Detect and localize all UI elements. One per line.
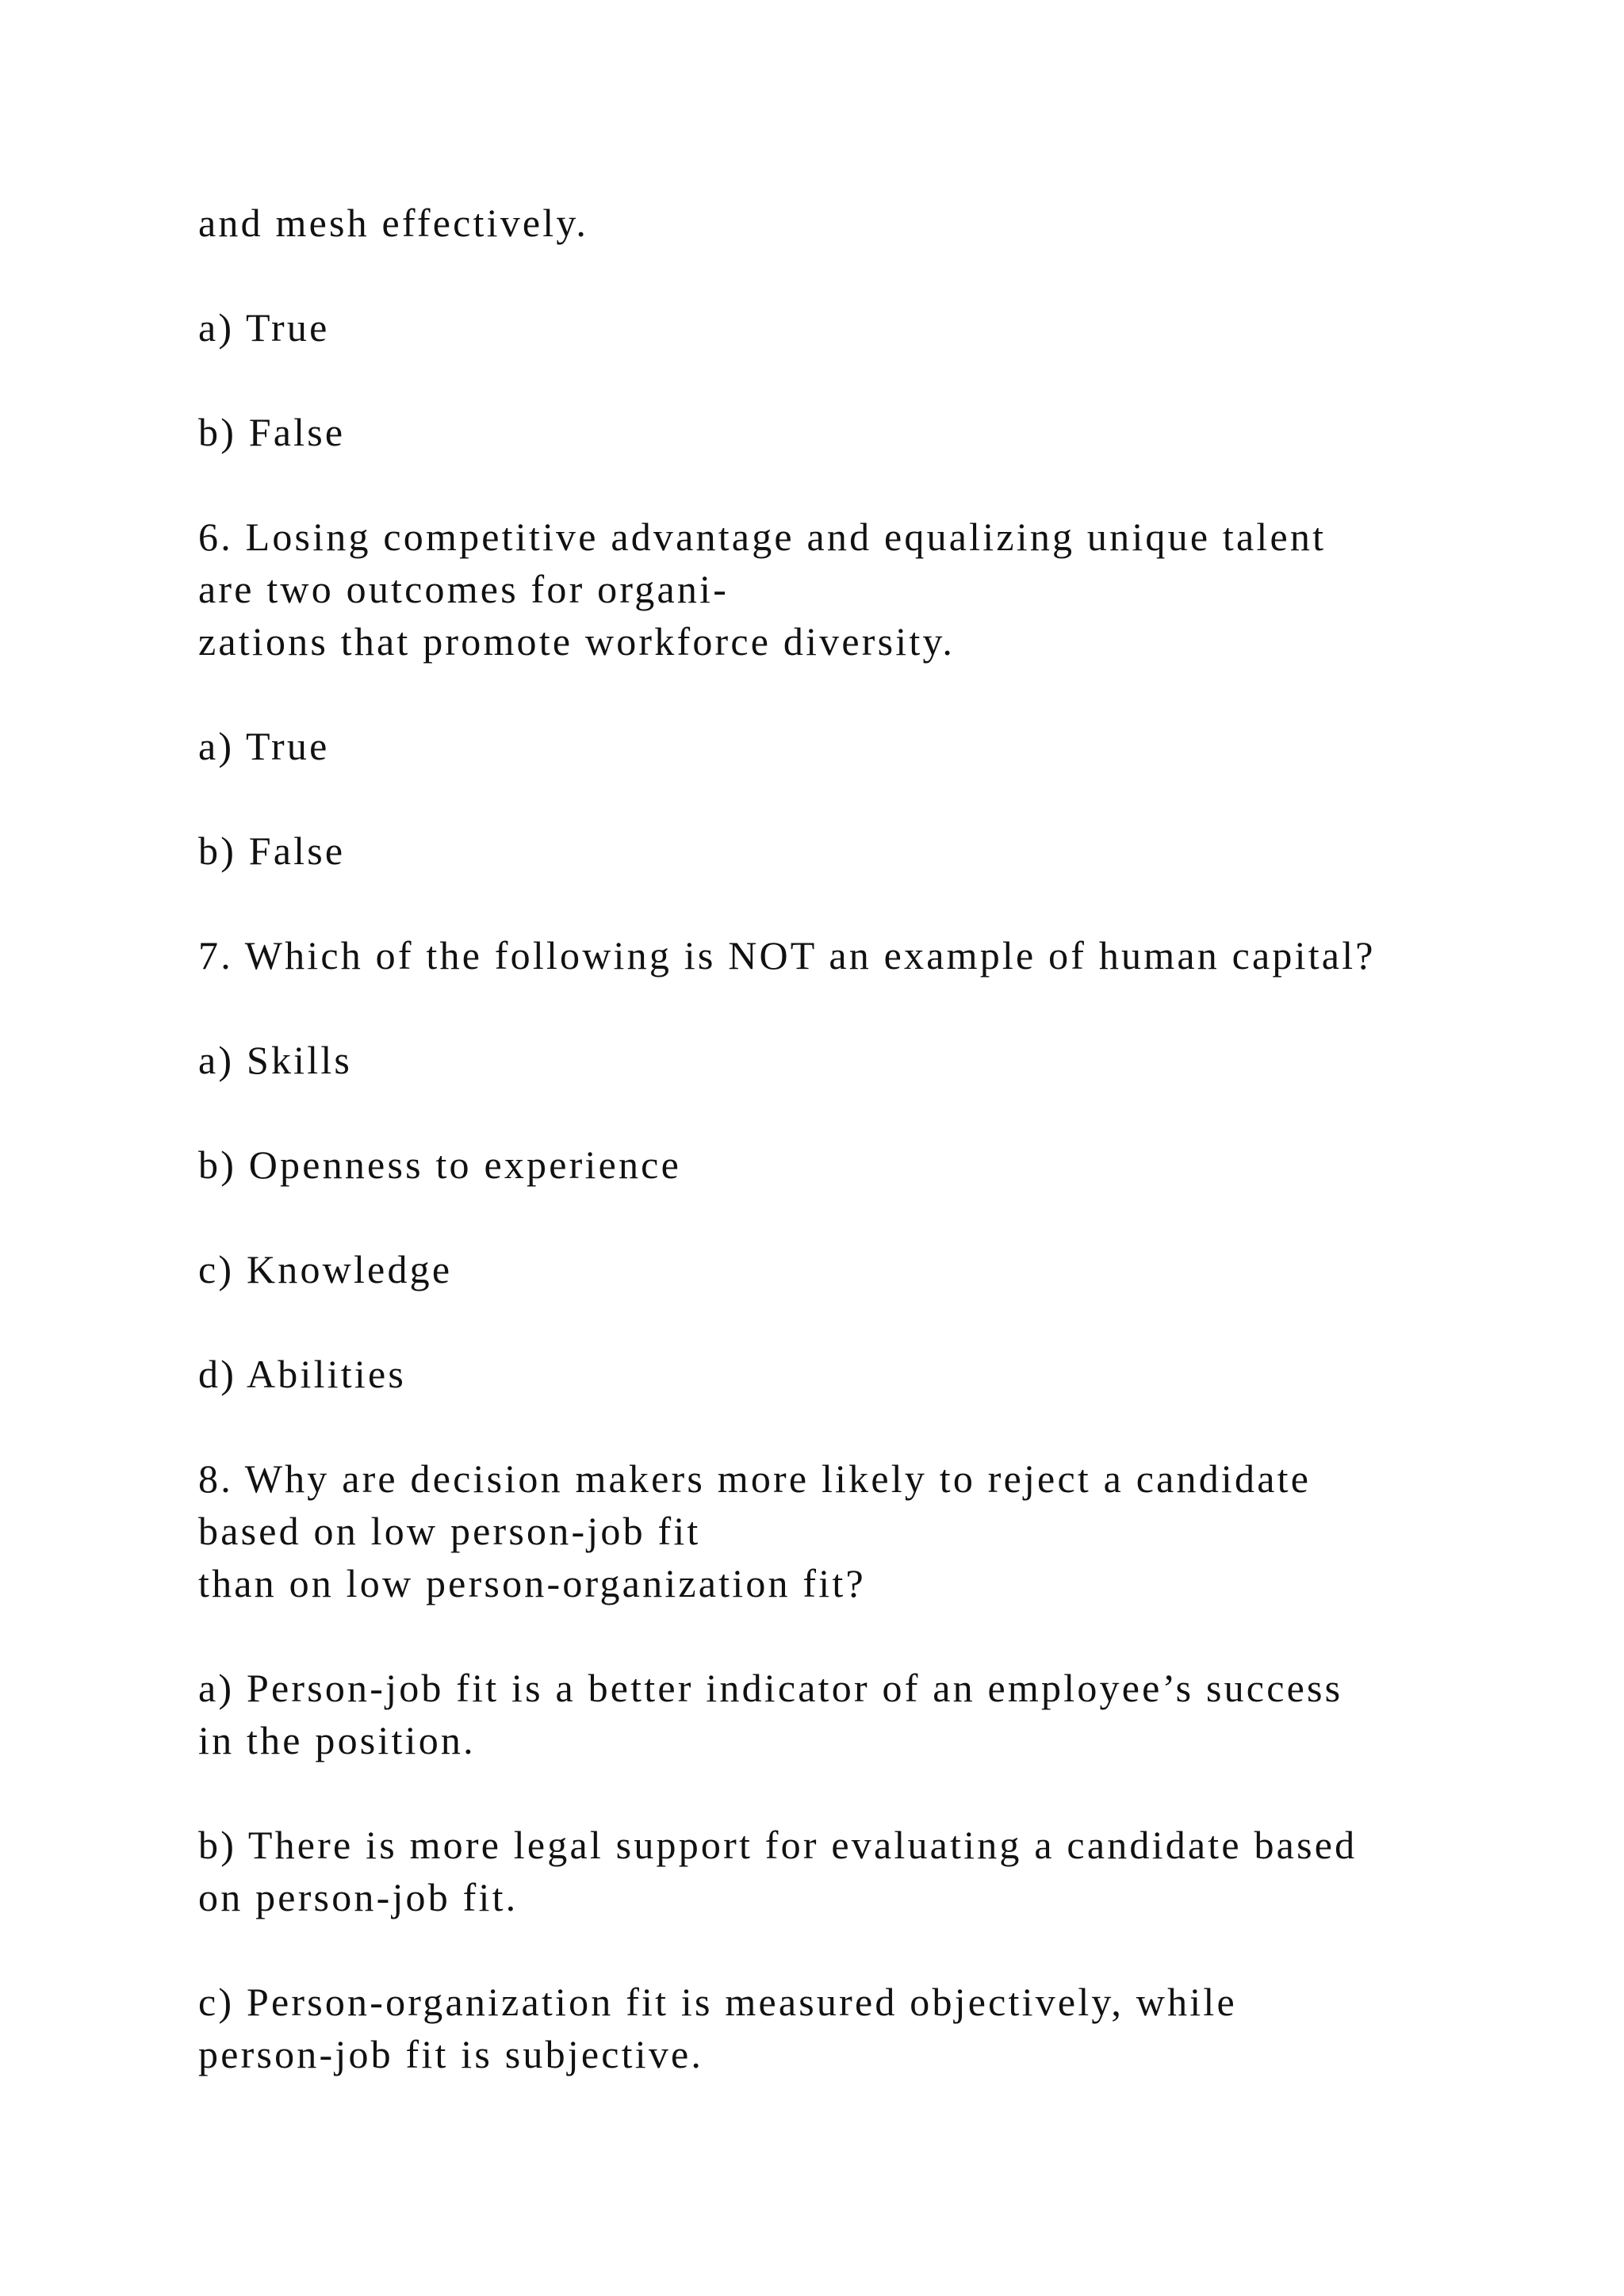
text-line: are two outcomes for organi- (198, 567, 730, 611)
text-line: in the position. (198, 1718, 476, 1762)
text-line: 8. Why are decision makers more likely to reject a candidate (198, 1456, 1312, 1501)
text-line: 7. Which of the following is NOT an example of human capital? (198, 933, 1376, 978)
text-line: a) Skills (198, 1038, 353, 1082)
text-line: b) False (198, 410, 346, 454)
text-line: and mesh effectively. (198, 201, 589, 245)
text-line: on person-job fit. (198, 1875, 519, 1919)
text-line: 6. Losing competitive advantage and equalizing unique talent (198, 515, 1327, 559)
text-line: b) There is more legal support for evaluating a candidate based (198, 1823, 1358, 1867)
text-line: d) Abilities (198, 1352, 407, 1396)
text-line: b) Openness to experience (198, 1142, 681, 1187)
text-line: c) Knowledge (198, 1247, 453, 1292)
text-line: a) Person-job fit is a better indicator of an employee’s success (198, 1666, 1343, 1710)
text-line: b) False (198, 828, 346, 873)
text-line: zations that promote workforce diversity. (198, 619, 956, 664)
text-line: based on low person-job fit (198, 1509, 701, 1553)
text-line: c) Person-organization fit is measured objectively, while (198, 1980, 1237, 2024)
text-line: than on low person-organization fit? (198, 1561, 866, 1605)
text-line: a) True (198, 724, 330, 768)
text-line: a) True (198, 305, 330, 350)
text-line: person-job fit is subjective. (198, 2032, 704, 2076)
